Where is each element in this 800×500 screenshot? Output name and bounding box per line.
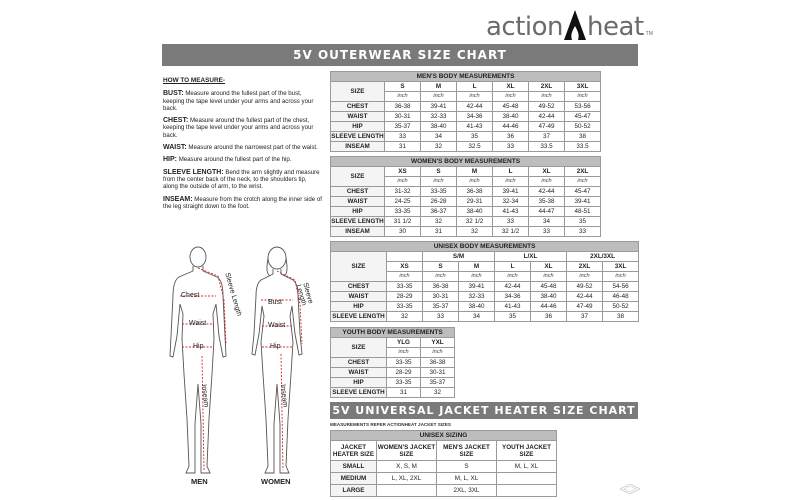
men-chest-label: Chest <box>181 292 200 299</box>
table-row <box>331 302 639 312</box>
size-header: L <box>495 262 531 272</box>
row-label: SLEEVE LENGTH <box>331 133 384 140</box>
measurement-cell: 39-41 <box>493 187 529 197</box>
size-header: XL <box>531 262 567 272</box>
size-cell: M, L, XL <box>437 473 497 485</box>
measurement-cell: 31-32 <box>385 187 421 197</box>
measurement-cell: 44-46 <box>531 302 567 312</box>
table-title: MEN'S BODY MEASUREMENTS <box>331 72 601 82</box>
how-to-term: BUST: <box>163 90 184 98</box>
measurement-cell: 35 <box>495 312 531 322</box>
size-group: 2XL/3XL <box>567 252 639 262</box>
unit-label: inch <box>421 92 457 102</box>
women-bust-label: Bust <box>268 299 283 306</box>
measurement-cell: 33-35 <box>387 378 421 388</box>
column-header: JACKET HEATER SIZE <box>331 441 377 461</box>
measurement-cell: 50-52 <box>603 302 639 312</box>
size-header: L <box>457 82 493 92</box>
measurement-cell: 31 <box>385 142 421 152</box>
size-header: M <box>457 167 493 177</box>
size-cell <box>497 485 557 497</box>
unit-label: inch <box>567 272 603 282</box>
how-to-term: WAIST: <box>163 144 187 152</box>
measurement-cell: 31 <box>387 388 421 398</box>
row-label: CHEST <box>331 358 387 368</box>
logo-word-heat: heat <box>587 12 644 42</box>
measurement-cell: 38 <box>603 312 639 322</box>
row-label: WAIST <box>331 197 385 207</box>
table-title: UNISEX SIZING <box>331 431 557 441</box>
row-label: MEDIUM <box>331 473 377 485</box>
measurement-cell: 39-41 <box>459 282 495 292</box>
size-header: XL <box>529 167 565 177</box>
row-label: CHEST <box>331 187 385 197</box>
measurement-cell: 36-37 <box>421 207 457 217</box>
measurement-cell: 32 <box>457 227 493 237</box>
how-to-item <box>163 144 323 151</box>
how-to-text: Measure around the fullest part of the hip. <box>177 156 292 164</box>
jacket-heater-sizing-table <box>330 430 557 497</box>
table-row <box>331 368 455 378</box>
size-header: YLG <box>387 338 421 348</box>
size-cell: 2XL, 3XL <box>437 485 497 497</box>
women-waist-label: Waist <box>268 322 286 329</box>
measurement-cell: 35-37 <box>385 122 421 132</box>
measurement-cell: 39-41 <box>565 197 601 207</box>
unisex-measurements-table <box>330 241 639 322</box>
measurement-cell: 32 1/2 <box>493 227 529 237</box>
row-label: HIP <box>331 302 387 312</box>
measurement-cell: 33 <box>385 132 421 142</box>
size-cell <box>377 485 437 497</box>
measurement-cell: 24-25 <box>385 197 421 207</box>
measurement-cell: 37 <box>529 132 565 142</box>
row-label: HIP <box>331 378 387 388</box>
table-title: UNISEX BODY MEASUREMENTS <box>331 242 639 252</box>
size-header: 2XL <box>529 82 565 92</box>
how-to-term: INSEAM: <box>163 195 193 203</box>
size-label: SIZE <box>331 252 387 282</box>
measurement-cell: 33.5 <box>529 142 565 152</box>
size-label: SIZE <box>331 82 385 102</box>
measurement-cell: 38 <box>565 132 601 142</box>
outerwear-size-chart-banner: 5V OUTERWEAR SIZE CHART <box>162 44 638 66</box>
measurement-cell: 42-44 <box>529 112 565 122</box>
row-label: INSEAM <box>331 142 385 152</box>
men-inseam-label: Inseam <box>200 384 210 408</box>
womens-measurements-table <box>330 156 601 237</box>
unit-label: inch <box>529 177 565 187</box>
measurement-cell: 36-38 <box>421 358 455 368</box>
unit-label: inch <box>493 177 529 187</box>
size-header: S <box>423 262 459 272</box>
women-sleeve-length-label: Sleeve Length <box>294 282 314 307</box>
measurement-cell: 36 <box>493 132 529 142</box>
size-label: SIZE <box>331 167 385 187</box>
measurement-cell: 44-47 <box>529 207 565 217</box>
table-row <box>331 187 601 197</box>
table-row <box>331 485 557 497</box>
unit-label: inch <box>531 272 567 282</box>
measurement-cell: 31 <box>421 227 457 237</box>
table-row <box>331 217 601 227</box>
how-to-text: Measure around the narrowest part of the waist. <box>186 144 318 152</box>
unit-label: inch <box>493 92 529 102</box>
size-header: 3XL <box>565 82 601 92</box>
size-cell: X, S, M <box>377 461 437 473</box>
row-label: LARGE <box>331 485 377 497</box>
row-label: CHEST <box>331 102 385 112</box>
unit-label: inch <box>421 348 455 358</box>
measurement-cell: 32 1/2 <box>457 217 493 227</box>
measurement-cell: 48-51 <box>565 207 601 217</box>
table-row <box>331 282 639 292</box>
measurement-cell: 28-29 <box>387 368 421 378</box>
how-to-item <box>163 117 323 139</box>
how-to-item <box>163 196 323 211</box>
unit-label: inch <box>457 92 493 102</box>
table-row <box>331 378 455 388</box>
measurement-cell: 42-44 <box>495 282 531 292</box>
size-group: S/M <box>423 252 495 262</box>
measurement-cell: 34-36 <box>457 112 493 122</box>
how-to-item <box>163 169 323 191</box>
table-row <box>331 112 601 122</box>
table-row <box>331 358 455 368</box>
logo-trademark: TM <box>645 31 653 37</box>
unit-label: inch <box>603 272 639 282</box>
measurement-cell: 39-41 <box>421 102 457 112</box>
measurement-cell: 47-49 <box>567 302 603 312</box>
measurement-cell: 34 <box>459 312 495 322</box>
table-row <box>331 132 601 142</box>
measurement-cell: 33-35 <box>421 187 457 197</box>
measurement-cell: 41-43 <box>457 122 493 132</box>
measurement-cell: 33 <box>423 312 459 322</box>
table-row <box>331 312 639 322</box>
unit-label: inch <box>385 92 421 102</box>
row-label: HIP <box>331 122 385 132</box>
measurement-cell: 49-52 <box>529 102 565 112</box>
measurement-cell: 33 <box>493 142 529 152</box>
size-header: 2XL <box>565 167 601 177</box>
measurement-cell: 33-35 <box>387 282 423 292</box>
row-label: SMALL <box>331 461 377 473</box>
how-to-term: CHEST: <box>163 117 189 125</box>
unit-label: inch <box>387 272 423 282</box>
measurement-cell: 26-28 <box>421 197 457 207</box>
size-header: XL <box>493 82 529 92</box>
row-label: HIP <box>331 207 385 217</box>
table-row <box>331 461 557 473</box>
size-header: 2XL <box>567 262 603 272</box>
heater-note: MEASUREMENTS REFER ACTIONHEAT JACKET SIZES <box>330 422 451 427</box>
size-header: M <box>459 262 495 272</box>
measurement-cell: 42-44 <box>529 187 565 197</box>
how-to-term: HIP: <box>163 156 177 164</box>
body-figures <box>162 244 328 492</box>
unit-label: inch <box>529 92 565 102</box>
table-row <box>331 227 601 237</box>
size-header: YXL <box>421 338 455 348</box>
unit-label: inch <box>565 92 601 102</box>
size-cell <box>497 473 557 485</box>
how-to-term: SLEEVE LENGTH: <box>163 168 224 176</box>
measurement-cell: 35 <box>565 217 601 227</box>
measurement-cell: 50-52 <box>565 122 601 132</box>
size-cell: M, L, XL <box>497 461 557 473</box>
measurement-cell: 34-36 <box>495 292 531 302</box>
column-header: MEN'S JACKET SIZE <box>437 441 497 461</box>
row-label: WAIST <box>331 112 385 122</box>
how-to-text: Bend the arm slightly and measure from the center back of the neck, to the shoulders tip, along the outside of arm, to the wrist. <box>163 168 320 191</box>
women-inseam-label: Inseam <box>279 384 289 408</box>
measurement-cell: 34 <box>421 132 457 142</box>
measurement-cell: 32-33 <box>459 292 495 302</box>
row-label: SLEEVE LENGTH <box>332 313 385 320</box>
row-label: SLEEVE LENGTH <box>332 389 385 396</box>
measurement-cell: 32 <box>421 142 457 152</box>
measurement-cell: 35-37 <box>423 302 459 312</box>
measurement-cell: 42-44 <box>457 102 493 112</box>
table-row <box>331 102 601 112</box>
table-title: WOMEN'S BODY MEASUREMENTS <box>331 157 601 167</box>
measurement-cell: 45-48 <box>531 282 567 292</box>
measurement-cell: 33 <box>529 227 565 237</box>
men-caption: MEN <box>191 477 208 486</box>
how-to-text: Measure from the crotch along the inner side of the leg straight down to the foot. <box>163 195 322 210</box>
women-hip-label: Hip <box>270 343 281 350</box>
size-header: M <box>421 82 457 92</box>
unit-label: inch <box>387 348 421 358</box>
measurement-cell: 34 <box>529 217 565 227</box>
row-label: WAIST <box>331 292 387 302</box>
unit-label: inch <box>495 272 531 282</box>
column-header: YOUTH JACKET SIZE <box>497 441 557 461</box>
size-header: L <box>493 167 529 177</box>
how-to-item <box>163 156 323 163</box>
measurement-cell: 41-43 <box>493 207 529 217</box>
unit-label: inch <box>385 177 421 187</box>
men-sleeve-length-label: Sleeve Length <box>223 272 243 317</box>
measurement-cell: 30-31 <box>385 112 421 122</box>
how-to-text: Measure around the fullest part of the chest, keeping the tape level under your arms and across your back. <box>163 117 314 139</box>
how-to-measure <box>163 77 323 215</box>
measurement-cell: 44-46 <box>493 122 529 132</box>
group-spacer <box>387 252 423 262</box>
unit-label: inch <box>565 177 601 187</box>
measurement-cell: 33-35 <box>385 207 421 217</box>
unit-label: inch <box>423 272 459 282</box>
measurement-cell: 38-40 <box>459 302 495 312</box>
measurement-cell: 36-38 <box>385 102 421 112</box>
diamond-watermark-icon <box>620 484 640 494</box>
measurement-cell: 30-31 <box>423 292 459 302</box>
size-header: 3XL <box>603 262 639 272</box>
size-header: S <box>385 82 421 92</box>
measurement-cell: 32 <box>421 217 457 227</box>
measurement-cell: 33 <box>493 217 529 227</box>
flame-peak-icon <box>564 10 586 40</box>
table-row <box>331 473 557 485</box>
measurement-cell: 32 <box>387 312 423 322</box>
measurement-cell: 36-38 <box>457 187 493 197</box>
how-to-item <box>163 90 323 112</box>
measurement-cell: 33-35 <box>387 358 421 368</box>
size-header: XS <box>387 262 423 272</box>
measurement-cell: 36-38 <box>423 282 459 292</box>
measurement-cell: 30-31 <box>421 368 455 378</box>
measurement-cell: 47-49 <box>529 122 565 132</box>
size-cell: L, XL, 2XL <box>377 473 437 485</box>
table-title: YOUTH BODY MEASUREMENTS <box>331 328 455 338</box>
measurement-cell: 46-48 <box>603 292 639 302</box>
table-row <box>331 197 601 207</box>
measurement-cell: 38-40 <box>493 112 529 122</box>
jacket-heater-size-chart-banner: 5V UNIVERSAL JACKET HEATER SIZE CHART <box>330 402 638 419</box>
measurement-cell: 36 <box>531 312 567 322</box>
how-to-text: Measure around the fullest part of the bust, keeping the tape level under your arms and across your back. <box>163 90 314 112</box>
measurement-cell: 41-43 <box>495 302 531 312</box>
measurement-cell: 35-37 <box>421 378 455 388</box>
men-hip-label: Hip <box>193 343 204 350</box>
measurement-cell: 33 <box>565 227 601 237</box>
measurement-cell: 42-44 <box>567 292 603 302</box>
measurement-cell: 33.5 <box>565 142 601 152</box>
size-label: SIZE <box>331 338 387 358</box>
measurement-cell: 37 <box>567 312 603 322</box>
actionheat-logo <box>486 6 653 42</box>
measurement-cell: 29-31 <box>457 197 493 207</box>
table-row <box>331 388 455 398</box>
logo-word-action: action <box>486 12 564 42</box>
measurement-cell: 35-38 <box>529 197 565 207</box>
table-row <box>331 122 601 132</box>
measurement-cell: 45-47 <box>565 187 601 197</box>
size-group: L/XL <box>495 252 567 262</box>
measurement-cell: 35 <box>457 132 493 142</box>
measurement-cell: 32-33 <box>421 112 457 122</box>
table-row <box>331 142 601 152</box>
row-label: WAIST <box>331 368 387 378</box>
table-row <box>331 207 601 217</box>
measurement-cell: 32-34 <box>493 197 529 207</box>
column-header: WOMEN'S JACKET SIZE <box>377 441 437 461</box>
measurement-cell: 32.5 <box>457 142 493 152</box>
mens-measurements-table <box>330 71 601 152</box>
measurement-cell: 45-48 <box>493 102 529 112</box>
how-to-measure-heading: HOW TO MEASURE- <box>163 77 226 84</box>
row-label: INSEAM <box>331 227 385 237</box>
size-cell: S <box>437 461 497 473</box>
body-silhouettes <box>162 244 328 492</box>
youth-measurements-table <box>330 327 455 398</box>
size-header: S <box>421 167 457 177</box>
measurement-cell: 53-56 <box>565 102 601 112</box>
measurement-cell: 33-35 <box>387 302 423 312</box>
table-row <box>331 292 639 302</box>
women-caption: WOMEN <box>261 477 291 486</box>
measurement-cell: 30 <box>385 227 421 237</box>
measurement-cell: 45-47 <box>565 112 601 122</box>
measurement-cell: 31 1/2 <box>385 217 421 227</box>
measurement-cell: 49-52 <box>567 282 603 292</box>
measurement-cell: 38-40 <box>421 122 457 132</box>
row-label: SLEEVE LENGTH <box>331 218 384 225</box>
size-header: XS <box>385 167 421 177</box>
unit-label: inch <box>457 177 493 187</box>
unit-label: inch <box>459 272 495 282</box>
measurement-cell: 54-56 <box>603 282 639 292</box>
measurement-cell: 38-40 <box>457 207 493 217</box>
measurement-cell: 28-29 <box>387 292 423 302</box>
men-waist-label: Waist <box>189 320 207 327</box>
measurement-cell: 38-40 <box>531 292 567 302</box>
measurement-cell: 32 <box>421 388 455 398</box>
unit-label: inch <box>421 177 457 187</box>
row-label: CHEST <box>331 282 387 292</box>
